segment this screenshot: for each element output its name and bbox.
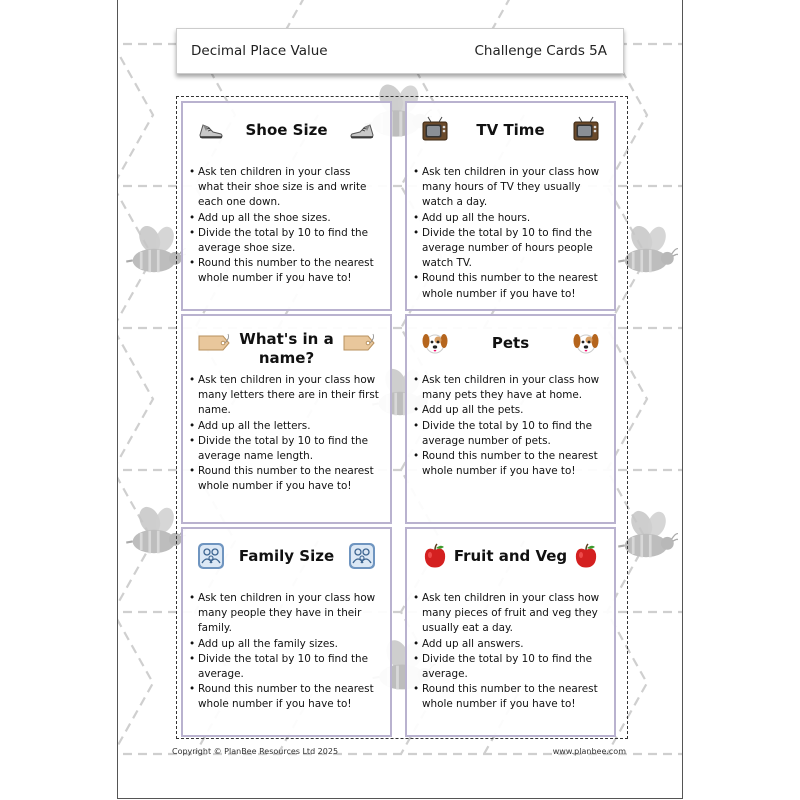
list-item: • Divide the total by 10 to find the average.: [189, 652, 379, 682]
challenge-card-fruit-and-veg: [405, 527, 616, 737]
worksheet-subtitle: Challenge Cards 5A: [474, 43, 607, 59]
list-item: • Ask ten children in your class how many people they have in their family.: [189, 591, 379, 637]
worksheet-page: [117, 0, 683, 799]
list-item: • Divide the total by 10 to find the average shoe size.: [189, 226, 379, 256]
red-apple-icon: [572, 542, 600, 570]
list-item: • Round this number to the nearest whole number if you have to!: [413, 449, 603, 479]
challenge-card-whats-in-a-name: [181, 314, 392, 524]
list-item: • Add up all answers.: [413, 637, 603, 652]
sneaker-icon: [348, 116, 376, 144]
challenge-card-shoe-size: [181, 101, 392, 311]
list-item: • Ask ten children in your class how many letters there are in their first name.: [189, 373, 379, 419]
challenge-card-family-size: [181, 527, 392, 737]
worksheet-title: Decimal Place Value: [191, 43, 328, 59]
list-item: • Round this number to the nearest whole number if you have to!: [413, 682, 603, 712]
list-item: • Ask ten children in your class how many pieces of fruit and veg they usually eat a day.: [413, 591, 603, 637]
card-title: TV Time: [476, 121, 545, 139]
list-item: • Divide the total by 10 to find the average.: [413, 652, 603, 682]
list-item: • Round this number to the nearest whole number if you have to!: [413, 271, 603, 301]
challenge-card-grid: [176, 96, 628, 739]
list-item: • Divide the total by 10 to find the average name length.: [189, 434, 379, 464]
card-title: Fruit and Veg: [453, 547, 568, 565]
card-instructions: [413, 165, 603, 302]
card-title: What's in a name?: [239, 330, 334, 367]
dog-face-icon: [572, 329, 600, 357]
list-item: • Add up all the pets.: [413, 403, 603, 418]
copyright-notice: Copyright © PlanBee Resources Ltd 2025: [172, 747, 339, 756]
family-icon: [348, 542, 376, 570]
card-instructions: [413, 373, 603, 479]
list-item: • Ask ten children in your class how many hours of TV they usually watch a day.: [413, 165, 603, 211]
card-instructions: [413, 591, 603, 713]
header-banner: [176, 28, 624, 74]
list-item: • Round this number to the nearest whole number if you have to!: [189, 464, 379, 494]
card-title: Pets: [491, 334, 530, 352]
card-title: Family Size: [238, 547, 335, 565]
challenge-card-tv-time: [405, 101, 616, 311]
card-title: Shoe Size: [245, 121, 328, 139]
website-link[interactable]: www.planbee.com: [552, 747, 626, 756]
list-item: • Add up all the family sizes.: [189, 637, 379, 652]
list-item: • Ask ten children in your class what their shoe size is and write each one down.: [189, 165, 379, 211]
list-item: • Divide the total by 10 to find the average number of pets.: [413, 419, 603, 449]
television-icon: [572, 116, 600, 144]
list-item: • Ask ten children in your class how many pets they have at home.: [413, 373, 603, 403]
card-instructions: [189, 165, 379, 287]
list-item: • Round this number to the nearest whole number if you have to!: [189, 682, 379, 712]
list-item: • Divide the total by 10 to find the average number of hours people watch TV.: [413, 226, 603, 272]
card-instructions: [189, 373, 379, 495]
name-tag-icon: [342, 332, 376, 354]
list-item: • Add up all the letters.: [189, 419, 379, 434]
list-item: • Add up all the shoe sizes.: [189, 211, 379, 226]
list-item: • Round this number to the nearest whole number if you have to!: [189, 256, 379, 286]
list-item: • Add up all the hours.: [413, 211, 603, 226]
card-instructions: [189, 591, 379, 713]
challenge-card-pets: [405, 314, 616, 524]
